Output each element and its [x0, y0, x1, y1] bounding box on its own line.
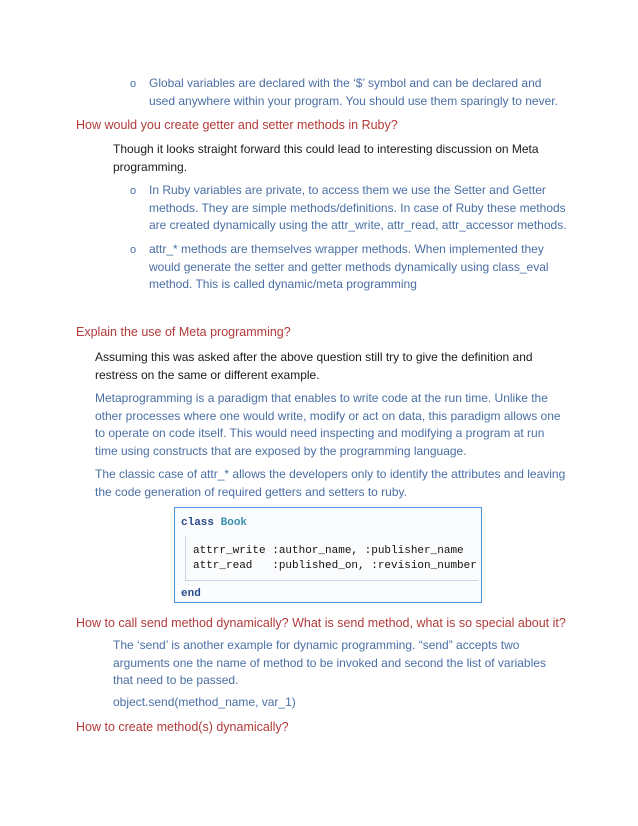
code-class-line	[181, 517, 247, 529]
metaprogramming-definition: Metaprogramming is a paradigm that enables to write code at the run time. Unlike the other processes where one would write, modify or act on data, this paradigm allows one to operate on code itself. This would need inspecting and modifying a program at run time using constructs that are exposed by the programming language.	[95, 391, 561, 458]
code-class-name: Book	[220, 517, 248, 529]
getter-setter-intro: Though it looks straight forward this could lead to interesting discussion on Meta programming.	[113, 142, 539, 174]
question-meta-programming: Explain the use of Meta programming?	[76, 325, 291, 339]
code-attr-write-line: attrr_write :author_name, :publisher_name	[193, 545, 464, 557]
question-create-methods: How to create method(s) dynamically?	[76, 720, 289, 734]
bullet-marker: o	[130, 185, 137, 197]
meta-programming-intro: Assuming this was asked after the above question still try to give the definition and restress on the same or different example.	[95, 350, 533, 382]
attr-wrapper-bullet: attr_* methods are themselves wrapper methods. When implemented they would generate the setter and getter methods dynamically using class_eval method. This is called dynamic/meta programming	[149, 242, 549, 291]
question-getter-setter: How would you create getter and setter methods in Ruby?	[76, 118, 398, 132]
attr-classic-case: The classic case of attr_* allows the developers only to identify the attributes and leaving the code generation of required getters and setters to ruby.	[95, 467, 566, 499]
code-body-indent	[185, 536, 478, 581]
ruby-private-variables-bullet: In Ruby variables are private, to access them we use the Setter and Getter methods. They are simple methods/definitions. In case of Ruby these methods are created dynamically using the attr_write, attr_read, attr_accessor methods.	[149, 183, 567, 232]
global-variables-bullet: Global variables are declared with the ‘$’ symbol and can be declared and used anywhere within your program. You should use them sparingly to never.	[149, 76, 558, 108]
send-method-explanation: The ‘send’ is another example for dynamic programming. “send” accepts two arguments one the name of method to be invoked and second the list of variables that need to be passed.	[113, 638, 546, 687]
send-method-example: object.send(method_name, var_1)	[113, 695, 296, 709]
code-keyword-end: end	[181, 588, 201, 600]
question-send-method: How to call send method dynamically? What is send method, what is so special about it?	[76, 616, 566, 630]
code-snippet-image	[174, 507, 482, 603]
bullet-marker: o	[130, 244, 137, 256]
code-attr-read-line: attr_read :published_on, :revision_number	[193, 560, 477, 572]
code-keyword-class: class	[181, 517, 215, 529]
bullet-marker: o	[130, 78, 137, 90]
